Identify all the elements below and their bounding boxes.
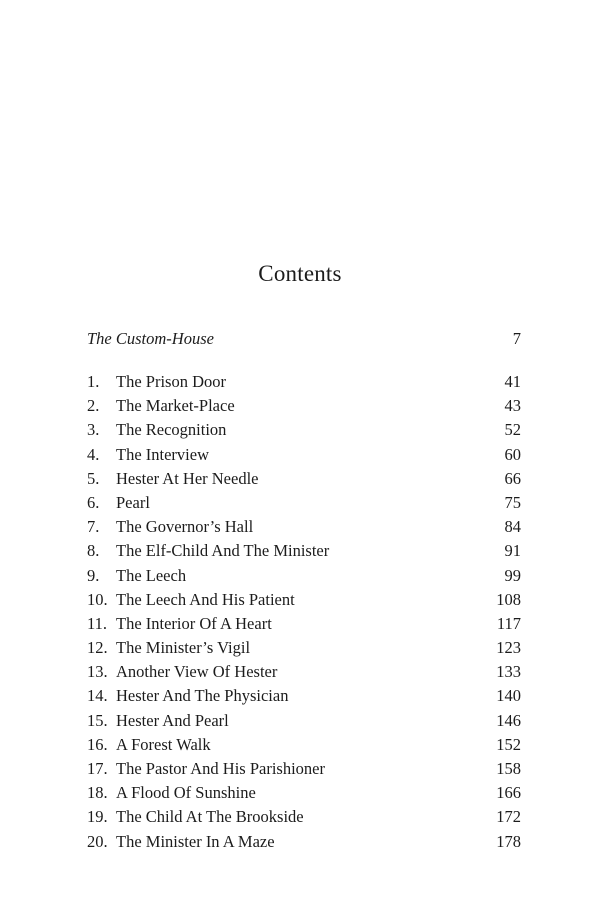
chapter-number: 16.	[87, 734, 108, 754]
chapter-page: 166	[496, 783, 521, 803]
toc-entry-chapter	[87, 394, 521, 418]
chapter-title: Hester At Her Needle	[116, 468, 259, 488]
chapter-number: 20.	[87, 831, 108, 851]
chapter-title: Hester And Pearl	[116, 710, 229, 730]
toc-entry-chapter	[87, 515, 521, 539]
chapter-title: The Interview	[116, 444, 209, 464]
chapter-number: 2.	[87, 396, 100, 416]
chapter-title: The Governor’s Hall	[116, 517, 254, 537]
chapter-page: 172	[496, 807, 521, 827]
toc-entry-chapter	[87, 539, 521, 563]
chapter-page: 140	[496, 686, 521, 706]
chapter-page: 99	[504, 565, 521, 585]
chapter-number: 3.	[87, 420, 100, 440]
toc-entry-chapter	[87, 491, 521, 515]
toc-entry-prologue	[87, 327, 521, 351]
chapter-title: The Interior Of A Heart	[116, 613, 272, 633]
toc-entry-chapter	[87, 684, 521, 708]
chapter-title: The Market-Place	[116, 396, 235, 416]
chapter-number: 18.	[87, 783, 108, 803]
chapter-page: 158	[496, 759, 521, 778]
contents-heading: Contents	[258, 261, 342, 286]
chapter-page: 133	[496, 662, 521, 682]
chapter-page: 152	[496, 734, 521, 754]
chapter-title: Another View Of Hester	[116, 662, 278, 682]
chapter-number: 15.	[87, 710, 108, 730]
toc-entry-chapter	[87, 418, 521, 442]
chapter-page: 66	[504, 468, 521, 488]
chapter-page: 60	[504, 444, 521, 464]
toc-entry-chapter	[87, 733, 521, 757]
toc-entry-chapter	[87, 588, 521, 612]
toc-entry-chapter	[87, 636, 521, 660]
chapter-page: 75	[504, 492, 521, 512]
chapter-list	[87, 370, 521, 854]
chapter-number: 12.	[87, 638, 108, 658]
toc-entry-title: The Custom-House	[87, 329, 214, 348]
toc-entry-chapter	[87, 467, 521, 491]
chapter-title: The Leech	[116, 565, 187, 585]
chapter-page: 117	[496, 613, 521, 633]
chapter-number: 19.	[87, 807, 108, 827]
chapter-number: 7.	[87, 517, 100, 537]
chapter-title: The Prison Door	[116, 372, 226, 391]
chapter-title: Pearl	[116, 492, 150, 512]
chapter-title: The Pastor And His Parishioner	[116, 759, 325, 778]
chapter-number: 8.	[87, 541, 100, 561]
chapter-number: 10.	[87, 589, 108, 609]
chapter-title: A Forest Walk	[116, 734, 211, 754]
chapter-title: The Recognition	[116, 420, 227, 440]
chapter-number: 9.	[87, 565, 100, 585]
chapter-number: 11.	[87, 613, 108, 633]
chapter-title: The Minister In A Maze	[116, 831, 275, 851]
toc-entry-chapter	[87, 781, 521, 805]
toc-entry-chapter	[87, 757, 521, 781]
chapter-page: 178	[496, 831, 521, 851]
chapter-page: 108	[496, 589, 521, 609]
chapter-page: 91	[504, 541, 521, 561]
chapter-title: The Elf-Child And The Minister	[116, 541, 330, 561]
chapter-number: 4.	[87, 444, 100, 464]
toc-entry-chapter	[87, 805, 521, 829]
chapter-page: 146	[496, 710, 521, 730]
chapter-page: 41	[504, 372, 521, 391]
toc-entry-chapter	[87, 660, 521, 684]
chapter-page: 43	[504, 396, 521, 416]
chapter-title: The Leech And His Patient	[116, 589, 295, 609]
toc-entry-chapter	[87, 564, 521, 588]
chapter-number: 6.	[87, 492, 100, 512]
chapter-title: A Flood Of Sunshine	[116, 783, 256, 803]
chapter-page: 84	[504, 517, 521, 537]
chapter-title: The Child At The Brookside	[116, 807, 304, 827]
chapter-number: 1.	[87, 372, 100, 391]
chapter-number: 17.	[87, 759, 108, 778]
chapter-page: 52	[504, 420, 521, 440]
toc-entry-chapter	[87, 443, 521, 467]
chapter-page: 123	[496, 638, 521, 658]
chapter-number: 13.	[87, 662, 108, 682]
toc-entry-chapter	[87, 709, 521, 733]
chapter-number: 14.	[87, 686, 108, 706]
chapter-title: Hester And The Physician	[116, 686, 289, 706]
toc-entry-chapter	[87, 830, 521, 854]
toc-entry-chapter	[87, 370, 521, 394]
chapter-number: 5.	[87, 468, 100, 488]
toc-entry-chapter	[87, 612, 521, 636]
chapter-title: The Minister’s Vigil	[116, 638, 251, 658]
toc-entry-page: 7	[512, 329, 521, 348]
